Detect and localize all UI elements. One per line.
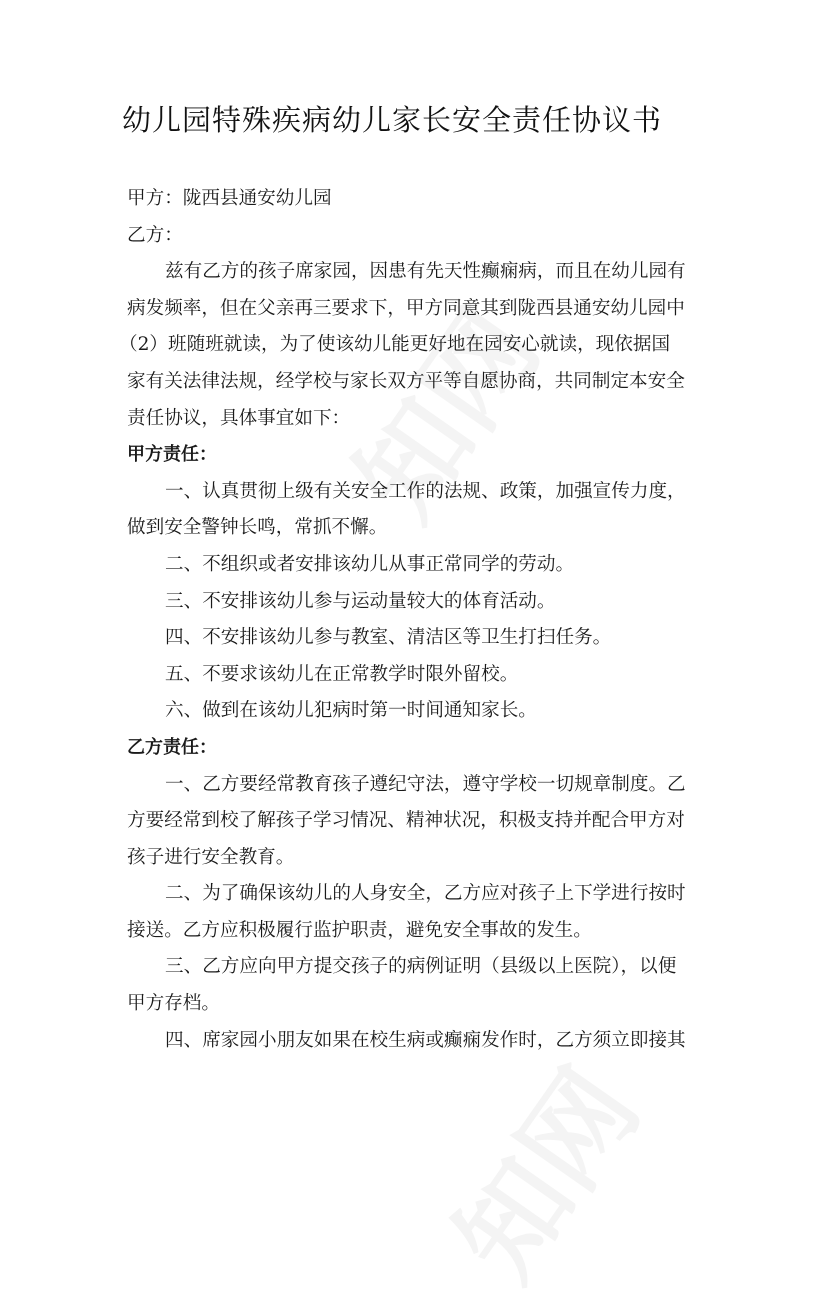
section-a-item: 三、不安排该幼儿参与运动量较大的体育活动。: [165, 590, 556, 612]
section-b-item: 四、席家园小朋友如果在校生病或癫痫发作时，乙方须立即接其: [165, 1029, 686, 1051]
section-b-item-cont: 接送。乙方应积极履行监护职责，避免安全事故的发生。: [127, 919, 592, 941]
section-a-item: 六、做到在该幼儿犯病时第一时间通知家长。: [165, 700, 537, 722]
section-a-heading: 甲方责任：: [127, 444, 217, 466]
section-a-item: 一、认真贯彻上级有关安全工作的法规、政策，加强宣传力度，: [165, 480, 686, 502]
section-b-heading: 乙方责任：: [127, 736, 217, 758]
intro-line: 兹有乙方的孩子席家园，因患有先天性癫痫病，而且在幼儿园有: [165, 261, 686, 283]
section-b-item-cont: 甲方存档。: [127, 993, 220, 1015]
section-a-item: 四、不安排该幼儿参与教室、清洁区等卫生打扫任务。: [165, 627, 612, 649]
section-b-item-cont: 方要经常到校了解孩子学习情况、精神状况，积极支持并配合甲方对: [127, 810, 685, 832]
party-a-line: 甲方：陇西县通安幼儿园: [127, 188, 332, 209]
party-b-line: 乙方：: [127, 224, 183, 246]
section-b-item: 二、为了确保该幼儿的人身安全，乙方应对孩子上下学进行按时: [165, 883, 686, 905]
intro-line: 家有关法律法规，经学校与家长双方平等自愿协商，共同制定本安全: [127, 370, 685, 392]
document-title: 幼儿园特殊疾病幼儿家长安全责任协议书: [122, 103, 663, 137]
section-b-item: 三、乙方应向甲方提交孩子的病例证明（县级以上医院），以便: [165, 956, 677, 978]
section-a-item: 五、不要求该幼儿在正常教学时限外留校。: [165, 663, 519, 685]
document-body: [119, 181, 709, 1059]
section-a-item: 二、不组织或者安排该幼儿从事正常同学的劳动。: [165, 553, 575, 575]
intro-line: （2）班随班就读，为了使该幼儿能更好地在园安心就读，现依据国: [119, 334, 671, 356]
watermark-bottom: [412, 1034, 668, 1304]
section-b-item-cont: 孩子进行安全教育。: [127, 846, 295, 868]
section-a-item-cont: 做到安全警钟长鸣，常抓不懈。: [127, 517, 388, 539]
intro-line: 责任协议，具体事宜如下：: [127, 407, 351, 429]
intro-line: 病发频率，但在父亲再三要求下，甲方同意其到陇西县通安幼儿园中: [127, 297, 685, 319]
section-b-item: 一、乙方要经常教育孩子遵纪守法，遵守学校一切规章制度。乙: [165, 773, 686, 795]
